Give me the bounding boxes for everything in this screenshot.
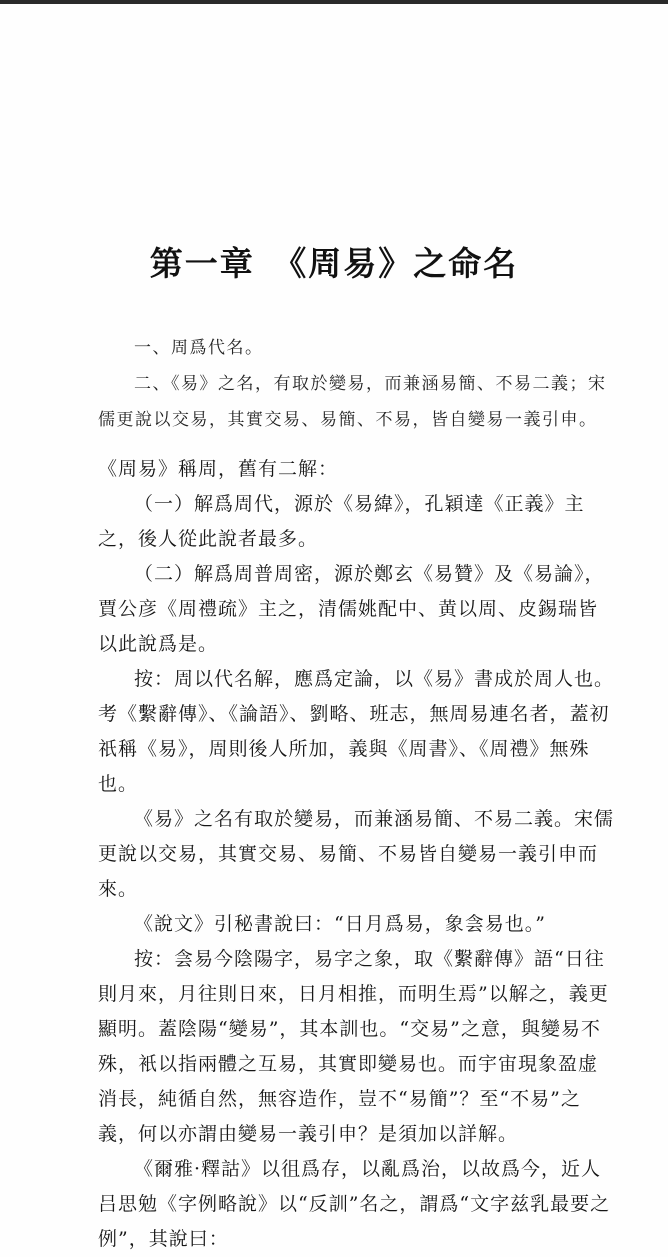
chapter-title: 第一章 《周易》之命名 — [149, 244, 519, 283]
summary-point-1: 一、周爲代名。 — [134, 338, 264, 358]
body-paragraph: 《爾雅·釋詁》以徂爲存，以亂爲治，以故爲今，近人吕思勉《字例略說》以“反訓”名之，謂爲“文字兹乳最要之例”，其說曰： — [98, 1158, 611, 1250]
summary-point-2: 二、《易》之名，有取於變易，而兼涵易簡、不易二義；宋儒更說以交易，其實交易、易簡、不易，皆自變易一義引申。 — [98, 374, 607, 430]
chapter-summary — [98, 330, 616, 438]
body-paragraph: 《周易》稱周，舊有二解： — [98, 458, 339, 480]
body-paragraph: 《易》之名有取於變易，而兼涵易簡、不易二義。宋儒更說以交易，其實交易、易簡、不易皆自變易一義引申而來。 — [98, 808, 615, 900]
body-paragraph: 《說文》引秘書說曰：“日月爲易，象侌易也。” — [134, 913, 546, 935]
body-paragraph: 按：侌易今陰陽字，易字之象，取《繫辭傳》語“日往則月來，月往則日來，日月相推，而明生焉”以解之，義更顯明。蓋陰陽“變易”，其本訓也。“交易”之意，與變易不殊，衹以指兩體之互易，其實即變易也。而宇宙現象盈虚消長，純循自然，無容造作，豈不“易簡”？至“不易”之義，何以亦謂由變易一義引申？是須加以詳解。 — [98, 948, 609, 1145]
chapter-body — [98, 452, 616, 1257]
body-paragraph: 按：周以代名解，應爲定論，以《易》書成於周人也。考《繫辭傳》、《論語》、劉略、班志，無周易連名者，蓋初祇稱《易》，周則後人所加，義與《周書》、《周禮》無殊也。 — [98, 668, 615, 795]
body-paragraph: （一）解爲周代，源於《易緯》，孔穎達《正義》主之，後人從此說者最多。 — [98, 493, 585, 550]
top-border-line — [0, 0, 668, 4]
body-paragraph: （二）解爲周普周密，源於鄭玄《易贊》及《易論》，賈公彦《周禮疏》主之，清儒姚配中、黄以周、皮錫瑞皆以此說爲是。 — [98, 563, 605, 655]
